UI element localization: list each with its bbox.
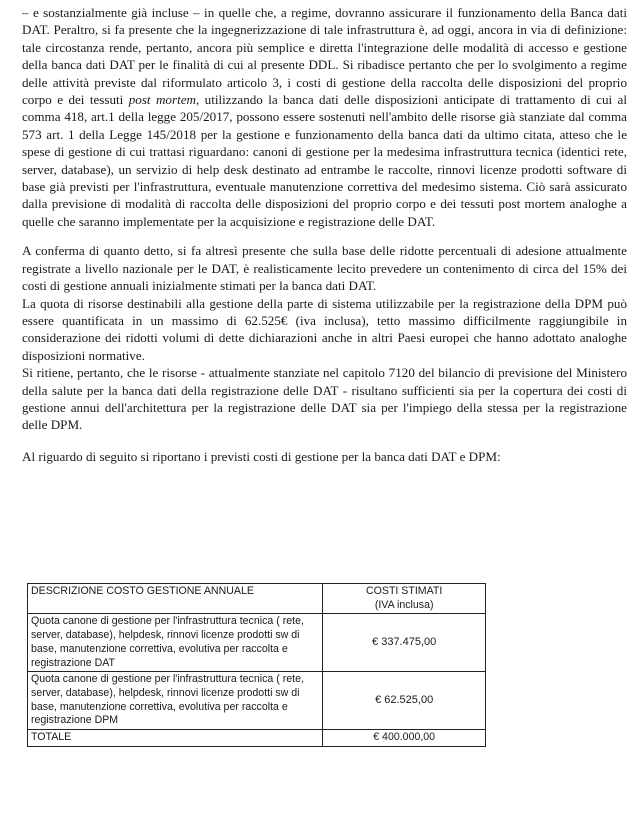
row-cost: € 337.475,00 [323, 614, 486, 672]
paragraph-4: Si ritiene, pertanto, che le risorse - attualmente stanziate nel capitolo 7120 del bilancio di previsione del Ministero della salute per la banca dati della registrazione delle DAT - risultano sufficienti sia per la copertura dei costi di gestione annui dell'architettura per la registrazione delle DAT sia per l'impiego della stessa per la registrazione delle DPM. [22, 365, 627, 433]
total-cost: € 400.000,00 [323, 730, 486, 747]
table-header-row [28, 584, 486, 614]
total-label: TOTALE [28, 730, 323, 747]
paragraph-5: Al riguardo di seguito si riportano i previsti costi di gestione per la banca dati DAT e DPM: [22, 448, 501, 464]
paragraph-3: La quota di risorse destinabili alla gestione della parte di sistema utilizzabile per la registrazione della DPM può essere quantificata in un massimo di 62.525€ (iva inclusa), tetto massimo difficilmente raggiungibile in considerazione dei ridotti volumi di dette dichiarazioni anche in altri Paesi europei che hanno adottato analoghe disposizioni normative. [22, 295, 627, 363]
paragraph-1-rest: , utilizzando la banca dati delle disposizioni anticipate di trattamento di cui al comma 418, art.1 della legge 205/2017, possono essere sostenuti nell'ambito delle risorse già stanziate dal comma 573 art. 1 della Legge 145/2018 per la gestione e funzionamento della banca dati da ultimo citata, atteso che le spese di gestione di cui trattasi riguardano: canoni di gestione per la medesima infrastruttura tecnica (identici rete, server, database), un servizio di help desk destinato ad entrambe le raccolte, rinnovi licenze prodotti software di base già previsti per l'infrastruttura, eventuale manutenzione correttiva del medesimo sistema. Ciò sarà assicurato dalla previsione di modalità di raccolta delle disposizioni del proprio corpo e dei tessuti post mortem analoghe a quelle che saranno implementate per la acquisizione e registrazione delle DAT. [22, 92, 628, 229]
row-description: Quota canone di gestione per l'infrastruttura tecnica ( rete, server, database), helpdesk, rinnovi licenze prodotti sw di base, manutenzione correttiva, evolutiva per raccolta e registrazione DPM [28, 672, 323, 730]
header-description: DESCRIZIONE COSTO GESTIONE ANNUALE [28, 584, 323, 614]
document-body [22, 4, 627, 465]
table-row [28, 614, 486, 672]
paragraph-1-italic: post mortem [128, 92, 196, 108]
header-cost [323, 584, 486, 614]
row-description: Quota canone di gestione per l'infrastruttura tecnica ( rete, server, database), helpdesk, rinnovi licenze prodotti sw di base, manutenzione correttiva, evolutiva per raccolta e registrazione DAT [28, 614, 323, 672]
table-row [28, 672, 486, 730]
row-cost: € 62.525,00 [323, 672, 486, 730]
header-cost-line1: COSTI STIMATI [365, 585, 443, 597]
table-total-row [28, 730, 486, 747]
paragraph-1 [22, 4, 627, 230]
paragraph-2: A conferma di quanto detto, si fa altresì presente che sulla base delle ridotte percentuali di adesione attualmente registrate a livello nazionale per le DAT, è realisticamente lecito prevedere un contenimento di circa del 15% dei costi di gestione annuali inizialmente stimati per la banca dati DAT. [22, 243, 627, 294]
cost-table [27, 583, 486, 747]
header-cost-line2: (IVA inclusa) [374, 598, 434, 611]
paragraph-1-text: – e sostanzialmente già incluse – in quelle che, a regime, dovranno assicurare il funzionamento della Banca dati DAT. Peraltro, si fa presente che la ingegnerizzazione di tale infrastruttura è, ad oggi, ancora in via di definizione: tale circostanza rende, pertanto, ancora più semplice e diretta l'integrazione delle modalità di accesso e gestione della banca dati DAT per le finalità di cui al presente DDL. Si ribadisce pertanto che per lo svolgimento a regime delle attività previste dal riformulato articolo 3, i costi di gestione della raccolta delle disposizioni del proprio corpo e dei tessuti [22, 5, 627, 108]
